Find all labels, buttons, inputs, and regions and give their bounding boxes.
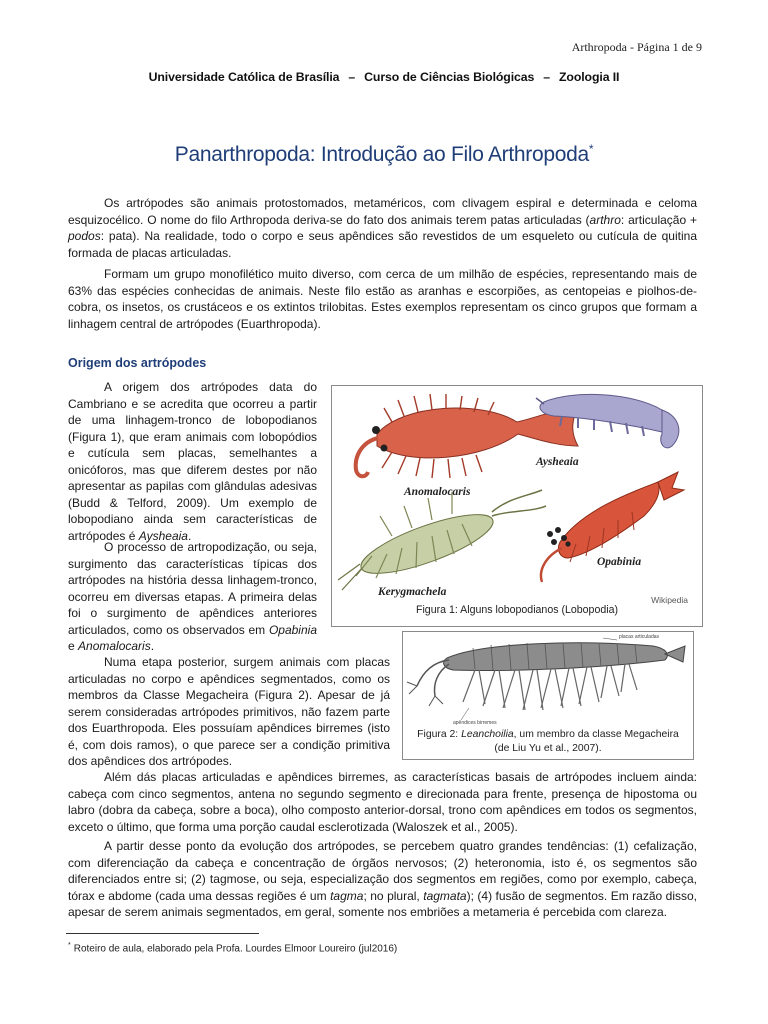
discipline-name: Zoologia II [559, 70, 620, 84]
footnote-rule [66, 933, 259, 934]
course-name: Curso de Ciências Biológicas [364, 70, 535, 84]
text-run: , um membro da classe Megacheira [513, 729, 679, 740]
label-aysheaia: Aysheaia [536, 456, 579, 468]
leanchoilia-illustration [407, 638, 685, 720]
institution-line [0, 70, 768, 84]
text-run: ; no plural, [363, 888, 424, 903]
figure-2-caption [403, 728, 693, 756]
intro-paragraph-2: Formam um grupo monofilético muito diverso, com cerca de um milhão de espécies, representando mais de 63% das espécies conhecidas de animais. Neste filo estão as aranhas e escorpiões, as centopeias e piolhos-de-cobra, os insetos, os crustáceos e os extintos trilobitas. Estes exemplos representam os cinco grupos que formam a linhagem central de artrópodes (Euarthropoda). [68, 267, 697, 331]
footnote-text: Roteiro de aula, elaborado pela Profa. Lourdes Elmoor Loureiro (jul2016) [73, 943, 398, 955]
label-opabinia: Opabinia [597, 556, 642, 568]
footnote [68, 942, 397, 954]
intro-paragraph-1 [68, 195, 697, 261]
term-tagma: tagma [330, 888, 364, 903]
figure-2 [402, 631, 694, 760]
running-head: Arthropoda - Página 1 de 9 [571, 40, 702, 54]
kerygmachela-illustration [338, 490, 546, 590]
text-run: A partir desse ponto da evolução dos artrópodes, se percebem quatro grandes tendências: (1) cefalização, com diferenciação da cabeça e concentração de órgãos nervosos; (2) heteronomia, isto é, os segmentos são diferenciados entre si; (2) tagmose, ou seja, especialização dos segmentos em regiões, como por exemplo, cabeça, tórax e abdome (cada uma dessas regiões é um [68, 839, 697, 903]
text-run: : articulação + [620, 212, 697, 227]
paragraph-origin [68, 379, 317, 544]
text-run: (de Liu Yu et al., 2007). [494, 743, 602, 754]
section-heading: Origem dos artrópodes [68, 356, 207, 370]
label-placas-articuladas: placas articuladas [619, 634, 660, 640]
paragraph-megacheira: Numa etapa posterior, surgem animais com placas articuladas no corpo e apêndices segmentados, como os membros da Classe Megacheira (Figura 2). Apesar de já serem consideradas artrópodes primitivos, não fazem parte dos Euarthropoda. Eles possuíam apêndices birremes (isto é, com dois ramos), o que parece ser a condição primitiva dos apêndices dos artrópodes. [68, 655, 390, 768]
text-run: Os artrópodes são animais protostomados, metaméricos, com clivagem espiral e determinada e celoma esquizocélico. O nome do filo Arthropoda deriva-se do fato dos animais terem patas articuladas ( [68, 196, 697, 227]
term-arthro: arthro [589, 212, 621, 227]
label-anomalocaris: Anomalocaris [404, 486, 471, 498]
text-run: ); (4) fusão de segmentos. Em razão disso, apesar de serem animais segmentados, em geral, somente nos embriões a metameria é percebida com clareza. [68, 888, 698, 919]
label-apendices-birremes: apêndices birremes [453, 720, 497, 726]
text-run: e [68, 639, 79, 653]
paragraph-artropodizacao [68, 539, 317, 655]
term-podos: podos [68, 229, 101, 243]
label-kerygmachela: Kerygmachela [378, 586, 447, 598]
text-run: . [150, 639, 155, 653]
separator: – [348, 70, 356, 84]
term-anomalocaris: Anomalocaris [78, 639, 151, 653]
text-run: O processo de artropodização, ou seja, surgimento das características típicas dos artrópodes na história dessa linhagem-tronco, ocorreu em diversas etapas. A primeira delas foi o surgimento de apêndices anteriores articulados, como os observados em [68, 540, 317, 637]
footnote-mark: * [68, 942, 71, 949]
text-run: A origem dos artrópodes data do Cambriano e se acredita que ocorreu a partir de uma linhagem-tronco de lobopodianos (Figura 1), que eram animais com lobopódios e cutícula sem placas, semelhantes a onicóforos, mas que diferem destes por não apresentar as papilas com glândulas adesivas (Budd & Telford, 2009). Um exemplo de lobopodiano ainda sem características de artrópodes é [68, 380, 317, 543]
figure-1-caption: Figura 1: Alguns lobopodianos (Lobopodia) [415, 604, 618, 616]
term-aysheaia: Aysheaia [138, 528, 188, 543]
title-footnote-mark: * [588, 142, 594, 156]
text-run: : pata). Na realidade, todo o corpo e seus apêndices são revestidos de um esqueleto ou cutícula de quitina formada de placas articuladas. [68, 229, 697, 260]
figure-1-credit: Wikipedia [651, 595, 688, 605]
institution-name: Universidade Católica de Brasília [148, 70, 340, 84]
figure-1 [331, 385, 703, 627]
term-opabinia: Opabinia [268, 622, 317, 637]
text-run: . [187, 528, 192, 543]
paragraph-caracteristicas: Além dás placas articuladas e apêndices birremes, as características basais de artrópodes incluem ainda: cabeça com cinco segmentos, antena no segundo segmento e direcionada para frente, presença de hipostoma ou labro (dobra da cabeça, sobre a boca), olho composto anterior-dorsal, trono com apêndices em todos os segmentos, exceto o último, que forma uma porção caudal esclerotizada (Waloszek et al., 2005). [68, 770, 697, 834]
title-text: Panarthropoda: Introdução ao Filo Arthropoda [174, 143, 589, 166]
paragraph-tendencias [68, 838, 697, 921]
term-tagmata: tagmata [423, 888, 467, 903]
text-run: Figura 2: [417, 729, 462, 740]
page-title [0, 142, 768, 167]
term-leanchoilia: Leanchoilia [461, 729, 514, 740]
separator: – [543, 70, 550, 84]
